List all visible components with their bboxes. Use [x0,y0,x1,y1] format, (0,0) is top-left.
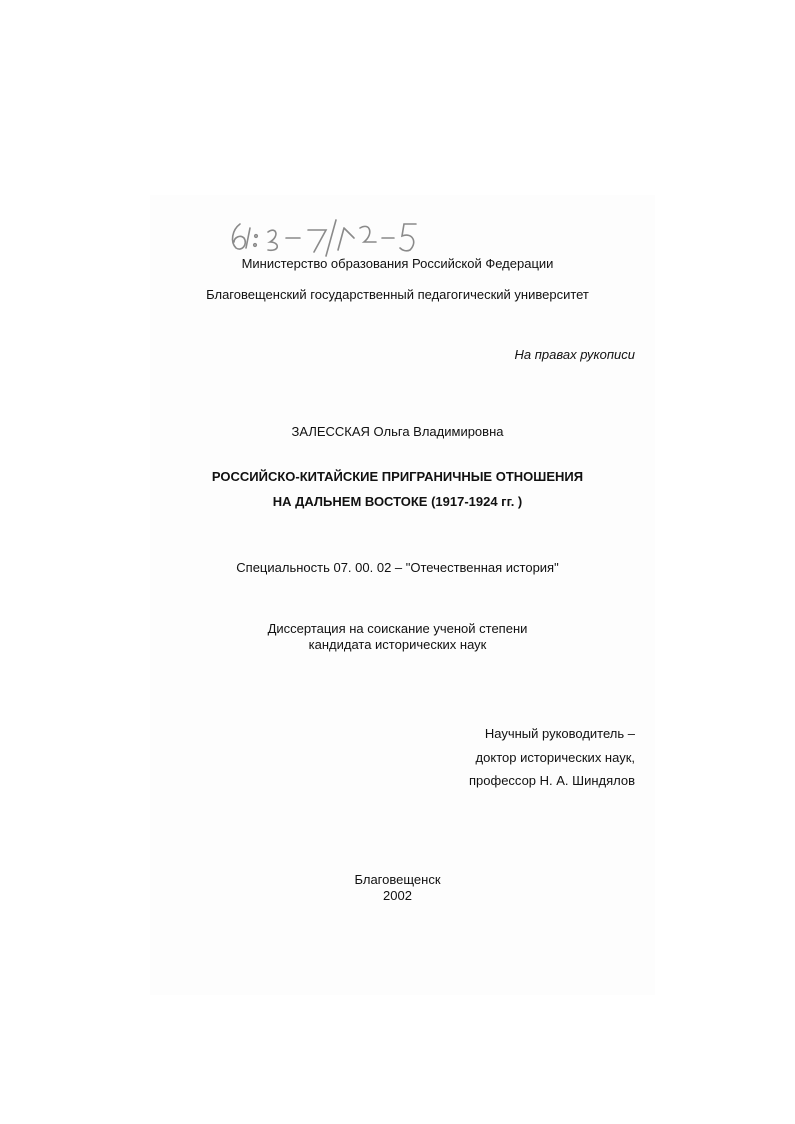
university-name: Благовещенский государственный педагогический университет [206,287,589,302]
manuscript-rights-note: На правах рукописи [514,347,635,362]
author-name: ЗАЛЕССКАЯ Ольга Владимировна [291,424,504,439]
supervisor-line-2: доктор исторических наук, [475,750,635,765]
ministry-name: Министерство образования Российской Федерации [241,256,554,271]
specialty: Специальность 07. 00. 02 – "Отечественная история" [236,560,559,575]
handwritten-archive-number [226,212,471,262]
city: Благовещенск [354,872,441,887]
dissertation-line-2: кандидата исторических наук [308,637,487,652]
handwriting-drawing [226,212,471,262]
svg-text:61:03-7/72-5: 61:03-7/72-5 [232,247,244,249]
year: 2002 [383,888,412,903]
supervisor-line-3: профессор Н. А. Шиндялов [469,773,635,788]
title-line-2: НА ДАЛЬНЕМ ВОСТОКЕ (1917-1924 гг. ) [272,494,523,509]
supervisor-line-1: Научный руководитель – [484,726,635,741]
dissertation-line-1: Диссертация на соискание ученой степени [267,621,528,636]
title-line-1: РОССИЙСКО-КИТАЙСКИЕ ПРИГРАНИЧНЫЕ ОТНОШЕНИЯ [211,469,584,484]
